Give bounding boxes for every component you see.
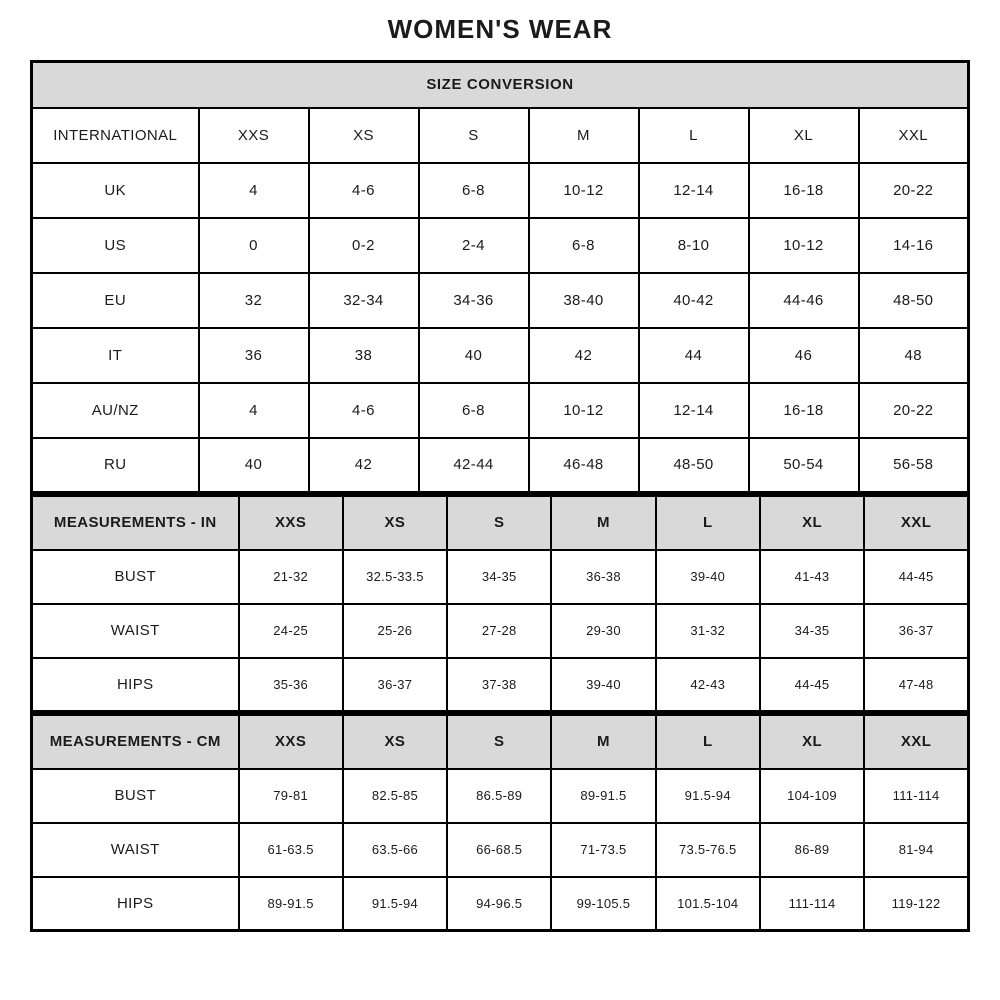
measurements-in-table [30,494,970,713]
size-value-cell: 50-54 [749,438,859,493]
measurement-value-cell: 119-122 [864,877,968,931]
measurement-value-cell: 104-109 [760,769,864,823]
table-row-waist-cm [32,823,969,877]
measurement-value-cell: 32.5-33.5 [343,550,447,604]
measurements-cm-table [30,713,970,932]
column-header-l: L [656,496,760,550]
table-row-ru [32,438,969,493]
size-value-cell: 48 [859,328,969,383]
row-label: IT [32,328,199,383]
column-header-xxs: XXS [239,715,343,769]
size-value-cell: 16-18 [749,163,859,218]
size-value-cell: 16-18 [749,383,859,438]
measurement-value-cell: 101.5-104 [656,877,760,931]
table-row-aunz [32,383,969,438]
table-row-bust-cm [32,769,969,823]
column-header-xs: XS [343,496,447,550]
measurement-value-cell: 99-105.5 [551,877,655,931]
size-value-cell: 4 [199,383,309,438]
column-header-measurements-cm: MEASUREMENTS - CM [32,715,239,769]
size-value-cell: 32-34 [309,273,419,328]
measurement-value-cell: 91.5-94 [343,877,447,931]
column-header-xl: XL [749,108,859,163]
measurement-value-cell: 89-91.5 [551,769,655,823]
row-label: BUST [32,769,239,823]
size-value-cell: 4-6 [309,383,419,438]
column-header-l: L [656,715,760,769]
page-title: WOMEN'S WEAR [387,14,613,44]
table-row-waist-in [32,604,969,658]
table-row-it [32,328,969,383]
measurement-value-cell: 41-43 [760,550,864,604]
measurement-value-cell: 81-94 [864,823,968,877]
measurement-value-cell: 36-37 [864,604,968,658]
measurement-value-cell: 111-114 [760,877,864,931]
row-label: RU [32,438,199,493]
measurement-value-cell: 25-26 [343,604,447,658]
column-header-m: M [529,108,639,163]
size-value-cell: 6-8 [529,218,639,273]
measurement-value-cell: 42-43 [656,658,760,712]
column-header-xl: XL [760,715,864,769]
size-value-cell: 40-42 [639,273,749,328]
row-label: US [32,218,199,273]
size-value-cell: 4-6 [309,163,419,218]
column-header-xxl: XXL [859,108,969,163]
measurement-value-cell: 89-91.5 [239,877,343,931]
size-value-cell: 38 [309,328,419,383]
size-value-cell: 10-12 [529,163,639,218]
measurement-value-cell: 82.5-85 [343,769,447,823]
measurement-value-cell: 111-114 [864,769,968,823]
size-value-cell: 56-58 [859,438,969,493]
size-value-cell: 6-8 [419,383,529,438]
table-row-hips-in [32,658,969,712]
size-value-cell: 2-4 [419,218,529,273]
size-value-cell: 48-50 [859,273,969,328]
measurement-value-cell: 44-45 [760,658,864,712]
size-value-cell: 0-2 [309,218,419,273]
row-label: BUST [32,550,239,604]
size-value-cell: 46-48 [529,438,639,493]
row-label: HIPS [32,658,239,712]
measurement-value-cell: 39-40 [551,658,655,712]
table-row-eu [32,273,969,328]
column-header-m: M [551,496,655,550]
measurement-value-cell: 71-73.5 [551,823,655,877]
measurement-value-cell: 29-30 [551,604,655,658]
size-value-cell: 42-44 [419,438,529,493]
measurement-value-cell: 79-81 [239,769,343,823]
measurement-value-cell: 86.5-89 [447,769,551,823]
measurement-value-cell: 34-35 [760,604,864,658]
measurement-value-cell: 73.5-76.5 [656,823,760,877]
size-value-cell: 40 [419,328,529,383]
column-header-xxs: XXS [239,496,343,550]
row-label: HIPS [32,877,239,931]
column-header-s: S [447,496,551,550]
size-value-cell: 48-50 [639,438,749,493]
size-value-cell: 32 [199,273,309,328]
row-label: UK [32,163,199,218]
measurement-value-cell: 61-63.5 [239,823,343,877]
measurement-value-cell: 31-32 [656,604,760,658]
size-value-cell: 20-22 [859,383,969,438]
row-label: AU/NZ [32,383,199,438]
table-banner-row [32,62,969,108]
size-value-cell: 44-46 [749,273,859,328]
measurement-value-cell: 27-28 [447,604,551,658]
column-header-xxl: XXL [864,496,968,550]
measurement-value-cell: 21-32 [239,550,343,604]
size-value-cell: 46 [749,328,859,383]
size-value-cell: 8-10 [639,218,749,273]
table-row-bust-in [32,550,969,604]
measurement-value-cell: 63.5-66 [343,823,447,877]
size-conversion-banner: SIZE CONVERSION [32,62,969,108]
column-header-international: INTERNATIONAL [32,108,199,163]
measurement-value-cell: 91.5-94 [656,769,760,823]
column-header-m: M [551,715,655,769]
column-header-xxl: XXL [864,715,968,769]
table-row-us [32,218,969,273]
size-value-cell: 42 [309,438,419,493]
row-label: WAIST [32,823,239,877]
measurement-value-cell: 36-38 [551,550,655,604]
column-header-l: L [639,108,749,163]
size-value-cell: 6-8 [419,163,529,218]
measurement-value-cell: 44-45 [864,550,968,604]
column-header-xs: XS [309,108,419,163]
size-value-cell: 36 [199,328,309,383]
table-row-uk [32,163,969,218]
size-value-cell: 20-22 [859,163,969,218]
column-header-xl: XL [760,496,864,550]
size-value-cell: 4 [199,163,309,218]
measurement-value-cell: 94-96.5 [447,877,551,931]
measurement-value-cell: 66-68.5 [447,823,551,877]
column-header-s: S [447,715,551,769]
column-header-measurements-in: MEASUREMENTS - IN [32,496,239,550]
measurement-value-cell: 35-36 [239,658,343,712]
size-value-cell: 12-14 [639,163,749,218]
size-value-cell: 10-12 [529,383,639,438]
measurement-value-cell: 24-25 [239,604,343,658]
size-value-cell: 34-36 [419,273,529,328]
size-value-cell: 44 [639,328,749,383]
size-value-cell: 38-40 [529,273,639,328]
measurement-value-cell: 39-40 [656,550,760,604]
measurement-value-cell: 34-35 [447,550,551,604]
table-header-row [32,715,969,769]
size-value-cell: 12-14 [639,383,749,438]
table-header-row [32,496,969,550]
size-value-cell: 0 [199,218,309,273]
measurement-value-cell: 37-38 [447,658,551,712]
column-header-xxs: XXS [199,108,309,163]
size-value-cell: 42 [529,328,639,383]
size-value-cell: 14-16 [859,218,969,273]
measurement-value-cell: 86-89 [760,823,864,877]
table-row-hips-cm [32,877,969,931]
table-header-row [32,108,969,163]
size-value-cell: 40 [199,438,309,493]
size-conversion-table [30,60,970,494]
column-header-xs: XS [343,715,447,769]
row-label: WAIST [32,604,239,658]
size-value-cell: 10-12 [749,218,859,273]
measurement-value-cell: 36-37 [343,658,447,712]
column-header-s: S [419,108,529,163]
row-label: EU [32,273,199,328]
measurement-value-cell: 47-48 [864,658,968,712]
